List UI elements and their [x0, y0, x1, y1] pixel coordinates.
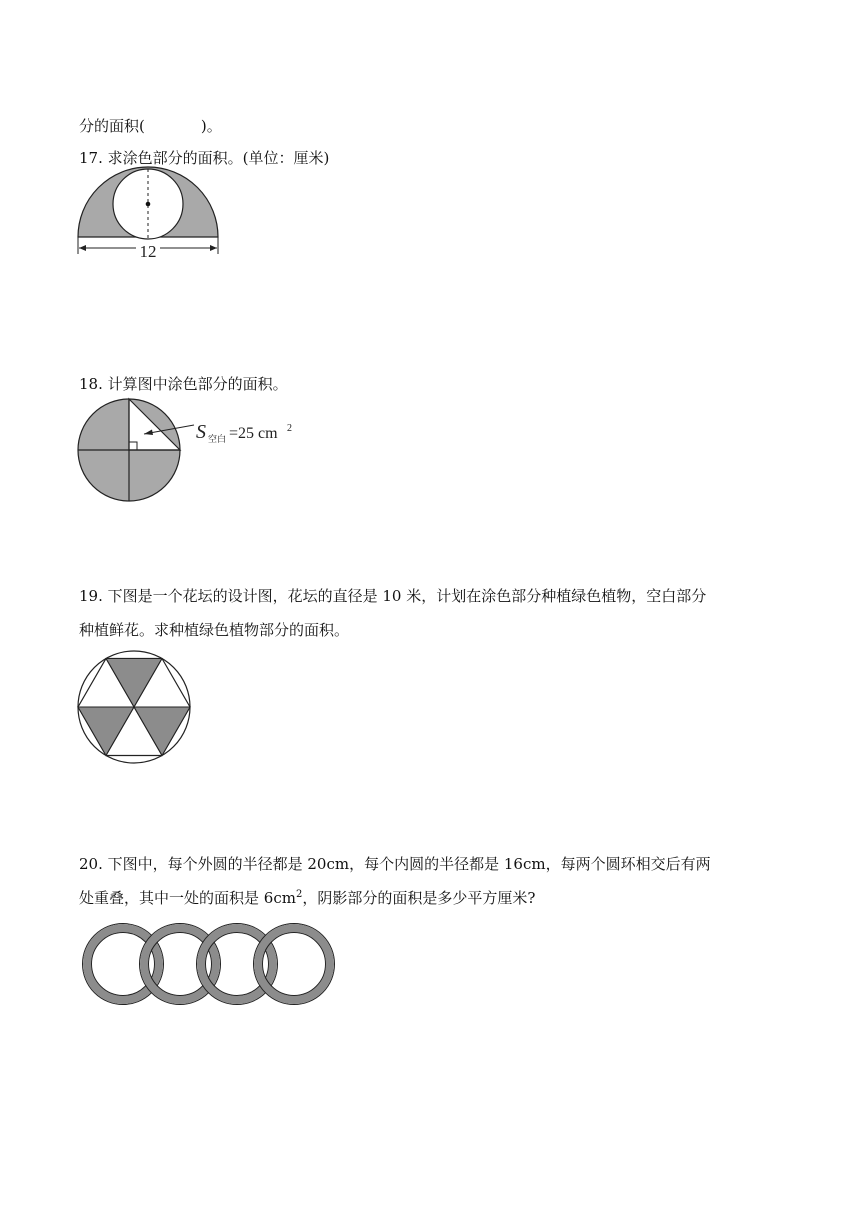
question-20-line-2 [79, 888, 535, 908]
arrowhead-right [210, 245, 217, 251]
question-20-superscript: 2 [295, 889, 303, 900]
area-label-s: S [196, 421, 206, 443]
question-19-figure [74, 646, 198, 768]
question-18-text: 18. 计算图中涂色部分的面积。 [79, 375, 288, 393]
question-20-line-2-end: ，阴影部分的面积是多少平方厘米? [302, 889, 536, 907]
area-label-superscript: 2 [287, 423, 292, 434]
question-20-figure [74, 916, 344, 1016]
question-17-text: 17. 求涂色部分的面积。(单位：厘米) [79, 149, 330, 167]
carry-over-text-end: )。 [200, 117, 222, 135]
area-label-value: =25 cm [229, 425, 278, 442]
question-19-line-2: 种植鲜花。求种植绿色植物部分的面积。 [79, 621, 350, 639]
question-17-figure [74, 166, 224, 264]
center-dot [146, 202, 151, 207]
question-20-line-2-text: 处重叠，其中一处的面积是 6cm [79, 889, 296, 907]
question-20-line-1: 20. 下图中，每个外圆的半径都是 20cm，每个内圆的半径都是 16cm，每两个圆环相交后有两 [79, 855, 711, 873]
area-label-subscript: 空白 [208, 434, 227, 444]
question-19-line-1: 19. 下图是一个花坛的设计图，花坛的直径是 10 米，计划在涂色部分种植绿色植物，空白部分 [79, 587, 707, 605]
question-18-figure [74, 394, 314, 506]
carry-over-line [79, 116, 222, 136]
carry-over-text: 分的面积( [79, 117, 145, 135]
dimension-label: 12 [139, 242, 157, 261]
ring-4-outer-edge [254, 924, 335, 1005]
arrowhead-left [79, 245, 86, 251]
